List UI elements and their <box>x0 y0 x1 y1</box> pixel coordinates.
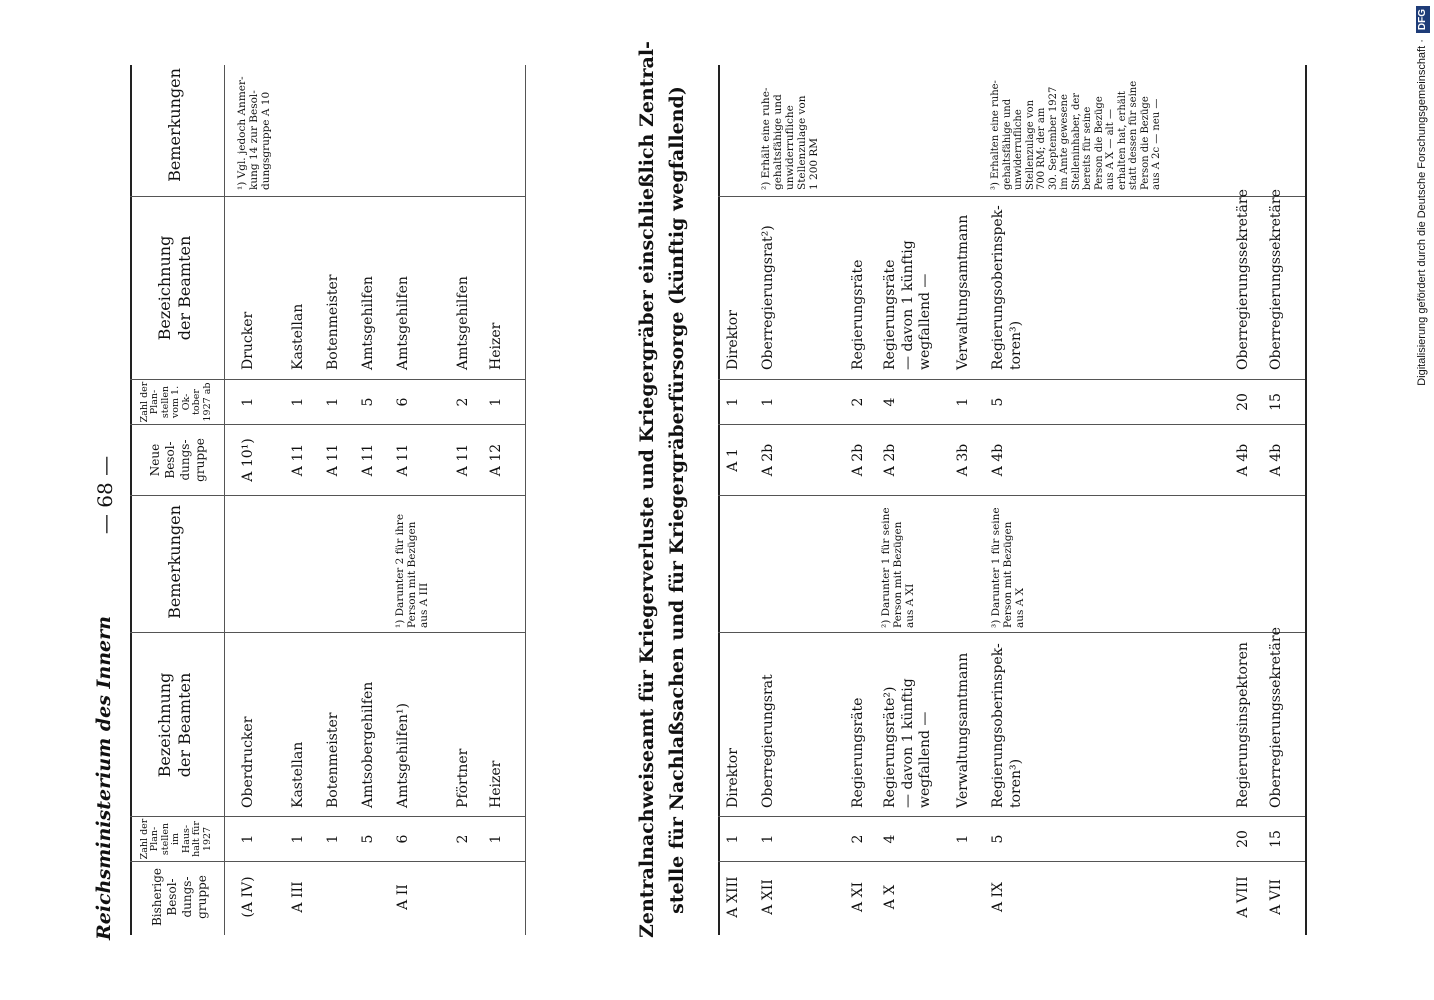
title-new: Botenmeister <box>325 274 341 370</box>
title-old: Verwaltungsamtmann <box>955 652 971 808</box>
note-new: ³) Erhalten eine ruhe- gehaltsfähige und unwiderrufliche Stellenzulage von 700 RM; der am 30. September 1927 im Amte gewesene Stelleninhaber, der bereits für seine Person die Bezüge aus A X — alt — erhalten hat, erhält statt dessen für seine Person die Bezüge aus A 2c — neu — <box>990 80 1162 190</box>
col-divider <box>130 495 525 496</box>
new-group: A 11 <box>395 443 411 477</box>
new-group: A 10¹) <box>240 438 256 482</box>
old-group: (A IV) <box>240 876 256 918</box>
header-notes-new: Bemerkungen <box>165 68 184 182</box>
title-old: Heizer <box>488 760 504 808</box>
title-new: Oberregierungssekretäre <box>1268 189 1284 370</box>
old-group: A X <box>882 884 898 910</box>
title-old: Kastellan <box>290 741 306 808</box>
section2-bottom-rule <box>1305 65 1307 935</box>
title-new: Oberregierungssekretäre <box>1235 189 1251 370</box>
title-old: Regierungsräte <box>850 697 866 808</box>
section2-title-line2: stelle für Nachlaßsachen und für Kriegergräberfürsorge (künftig wegfallend) <box>666 86 688 914</box>
digitization-credit <box>1405 6 1431 996</box>
count-old: 1 <box>760 834 776 844</box>
title-old: Amtsobergehilfen <box>360 681 376 808</box>
count-old: 1 <box>488 834 504 844</box>
title-new: Regierungsoberinspek- toren³) <box>990 205 1024 370</box>
old-group: A VIII <box>1235 876 1251 918</box>
title-old: Regierungsräte²) — davon 1 künftig wegfallend — <box>882 678 933 808</box>
title-old: Oberregierungsrat <box>760 674 776 808</box>
count-new: 6 <box>395 397 411 407</box>
col-divider <box>718 424 1305 425</box>
count-new: 20 <box>1235 393 1251 411</box>
count-new: 4 <box>882 397 898 407</box>
note-new: ²) Erhält eine ruhe- gehaltsfähige und unwiderrufliche Stellenzulage von 1 200 RM <box>760 87 821 190</box>
count-new: 2 <box>850 397 866 407</box>
old-group: A XIII <box>725 876 741 918</box>
title-old: Pförtner <box>455 748 471 808</box>
title-old: Botenmeister <box>325 712 341 808</box>
count-old: 1 <box>955 834 971 844</box>
title-new: Verwaltungsamtmann <box>955 214 971 370</box>
title-new: Amtsgehilfen <box>395 276 411 370</box>
title-old: Regierungsinspektoren <box>1235 642 1251 808</box>
count-new: 1 <box>240 397 256 407</box>
count-new: 5 <box>360 397 376 407</box>
count-new: 2 <box>455 397 471 407</box>
old-group: A XI <box>850 881 866 913</box>
new-group: A 4b <box>1235 443 1251 477</box>
new-group: A 11 <box>360 443 376 477</box>
count-old: 4 <box>882 834 898 844</box>
col-divider <box>718 495 1305 496</box>
count-new: 1 <box>325 397 341 407</box>
count-old: 1 <box>725 834 741 844</box>
header-count-new: Zahl der Plan-stellen vom 1. Ok-tober 1927 ab <box>139 381 213 423</box>
running-head: Reichsministerium des Innern <box>93 616 115 940</box>
count-new: 1 <box>290 397 306 407</box>
count-old: 1 <box>290 834 306 844</box>
title-new: Kastellan <box>290 303 306 370</box>
count-old: 5 <box>990 834 1006 844</box>
note-old: ²) Darunter 1 für seine Person mit Bezügen aus A XI <box>880 507 917 628</box>
header-title-old: Bezeichnung der Beamten <box>155 672 194 778</box>
col-divider <box>718 632 1305 633</box>
col-divider <box>130 861 525 862</box>
col-divider <box>718 816 1305 817</box>
new-group: A 11 <box>325 443 341 477</box>
count-old: 5 <box>360 834 376 844</box>
count-new: 5 <box>990 397 1006 407</box>
header-old-group: Bisherige Besol-dungs-gruppe <box>150 868 209 927</box>
col-divider <box>718 379 1305 380</box>
count-old: 20 <box>1235 830 1251 848</box>
dfg-logo: DFG <box>1416 6 1430 33</box>
title-new: Direktor <box>725 310 741 370</box>
old-group: A II <box>395 884 411 910</box>
page-number: — 68 — <box>93 455 117 535</box>
col-divider <box>130 816 525 817</box>
section2-title-line1: Zentralnachweiseamt für Kriegerverluste und Kriegergräber einschließlich Zentral- <box>636 41 658 938</box>
count-old: 15 <box>1268 830 1284 848</box>
old-group: A III <box>290 881 306 913</box>
header-notes-old: Bemerkungen <box>165 505 184 619</box>
count-old: 6 <box>395 834 411 844</box>
count-old: 1 <box>240 834 256 844</box>
old-group: A IX <box>990 881 1006 913</box>
new-group: A 12 <box>488 443 504 477</box>
col-divider <box>130 379 525 380</box>
col-divider <box>130 632 525 633</box>
old-group: A VII <box>1268 879 1284 915</box>
title-old: Oberdrucker <box>240 716 256 808</box>
new-group: A 1 <box>725 448 741 472</box>
note-old: ³) Darunter 1 für seine Person mit Bezügen aus A X <box>990 507 1027 628</box>
count-new: 1 <box>725 397 741 407</box>
title-old: Regierungsoberinspek- toren³) <box>990 643 1024 808</box>
count-old: 2 <box>455 834 471 844</box>
title-old: Direktor <box>725 748 741 808</box>
col-divider <box>130 424 525 425</box>
header-new-group: Neue Besol-dungs-gruppe <box>148 438 207 482</box>
title-old: Amtsgehilfen¹) <box>395 703 411 808</box>
title-new: Oberregierungsrat²) <box>760 225 776 370</box>
count-old: 1 <box>325 834 341 844</box>
col-divider <box>718 196 1305 197</box>
header-title-new: Bezeichnung der Beamten <box>155 235 194 341</box>
title-old: Oberregierungssekretäre <box>1268 627 1284 808</box>
new-group: A 11 <box>455 443 471 477</box>
new-group: A 2b <box>882 443 898 477</box>
title-new: Regierungsräte <box>850 259 866 370</box>
count-new: 1 <box>760 397 776 407</box>
header-count-old: Zahl der Plan-stellen im Haus-halt für 1927 <box>139 818 213 860</box>
section-end-rule <box>525 65 526 935</box>
col-divider <box>718 861 1305 862</box>
new-group: A 4b <box>1268 443 1284 477</box>
count-new: 1 <box>488 397 504 407</box>
title-new: Regierungsräte — davon 1 künftig wegfallend — <box>882 240 933 370</box>
title-new: Amtsgehilfen <box>455 276 471 370</box>
title-new: Drucker <box>240 311 256 370</box>
title-new: Amtsgehilfen <box>360 276 376 370</box>
old-group: A XII <box>760 879 776 915</box>
count-new: 15 <box>1268 393 1284 411</box>
count-new: 1 <box>955 397 971 407</box>
new-group: A 3b <box>955 443 971 477</box>
count-old: 2 <box>850 834 866 844</box>
new-group: A 4b <box>990 443 1006 477</box>
new-group: A 2b <box>760 443 776 477</box>
new-group: A 2b <box>850 443 866 477</box>
note-new: ¹) Vgl. jedoch Anmer- kung 14 zur Besol- dungsgruppe A 10 <box>236 76 273 190</box>
col-divider <box>130 196 525 197</box>
credit-text: Digitalisierung gefördert durch die Deutsche Forschungsgemeinschaft · <box>1416 39 1428 386</box>
new-group: A 11 <box>290 443 306 477</box>
note-old: ¹) Darunter 2 für ihre Person mit Bezügen aus A III <box>394 513 431 628</box>
title-new: Heizer <box>488 322 504 370</box>
